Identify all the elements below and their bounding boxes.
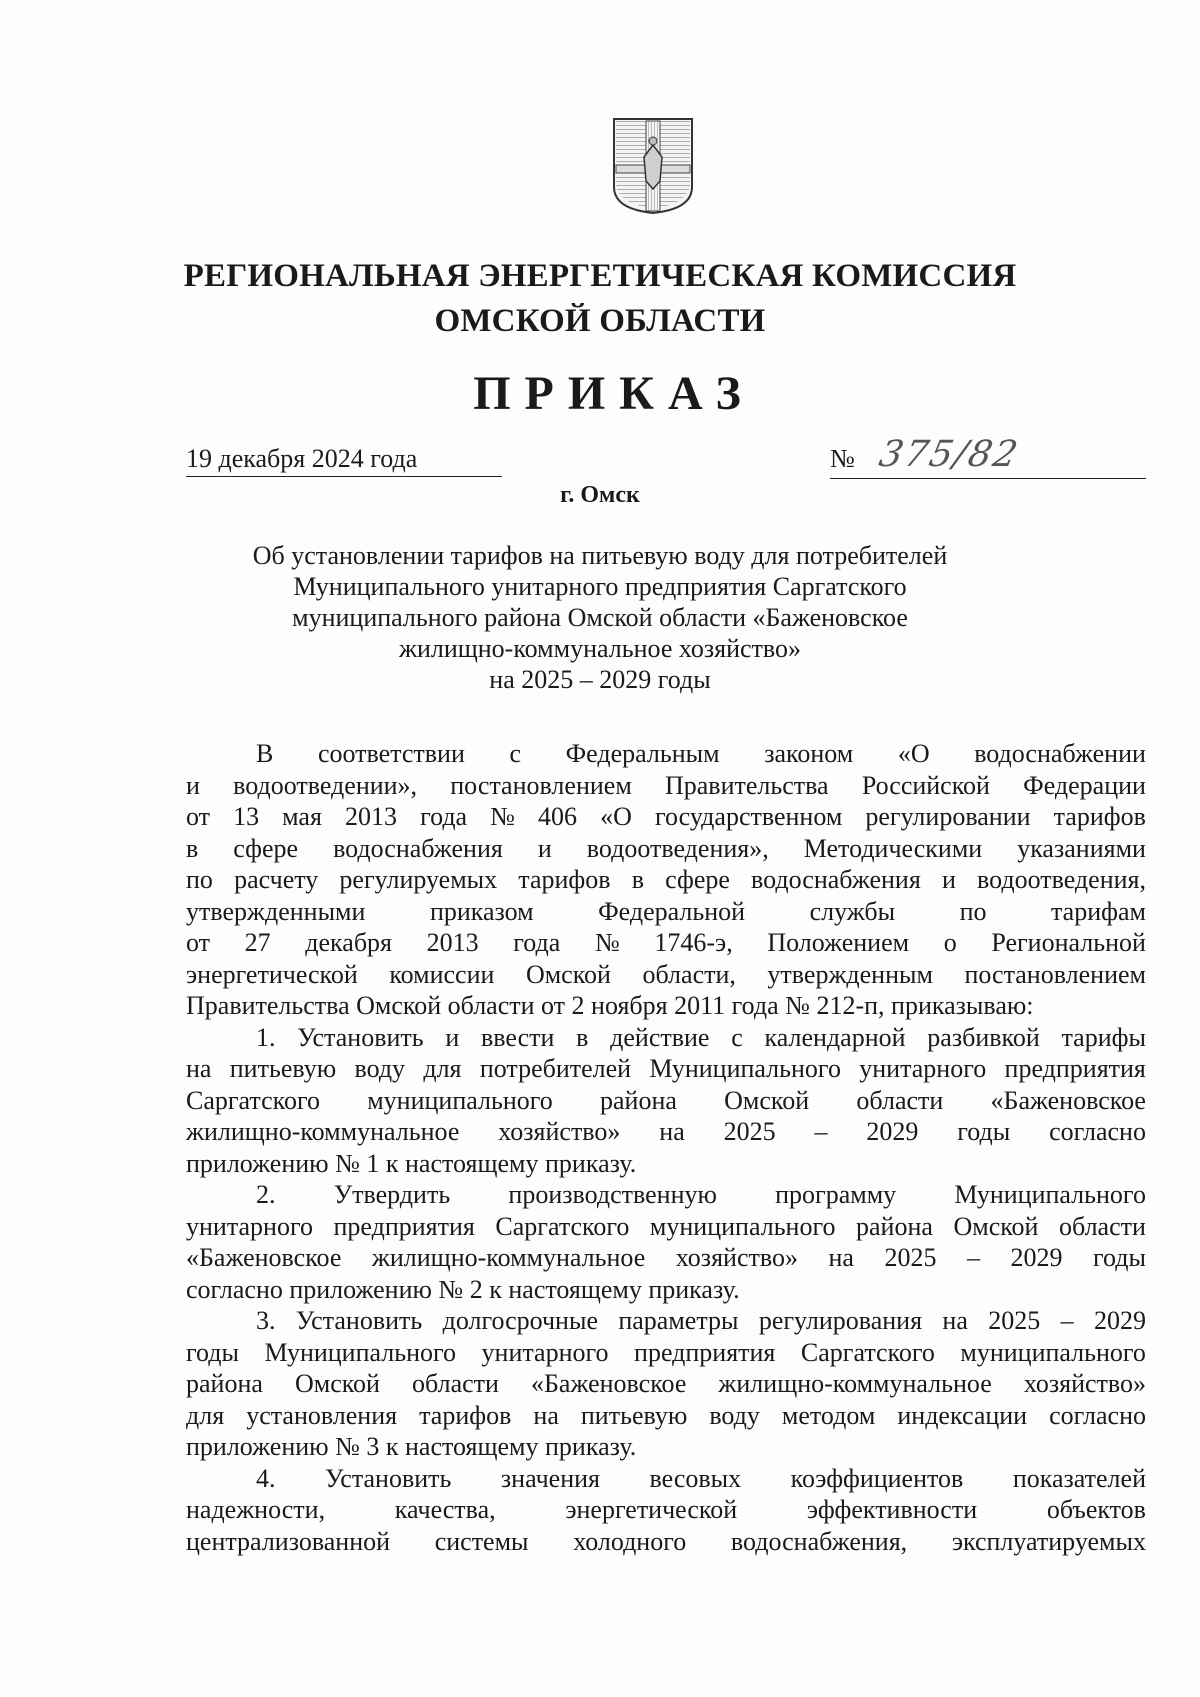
body-word: 27 bbox=[244, 928, 271, 957]
body-word: унитарного bbox=[859, 1054, 987, 1083]
body-word: государственном bbox=[654, 802, 843, 831]
body-line bbox=[186, 1242, 1146, 1274]
body-line bbox=[186, 1494, 1146, 1526]
body-line bbox=[186, 1526, 1146, 1558]
body-word: тарифов bbox=[1053, 802, 1146, 831]
body-word: эффективности bbox=[806, 1495, 978, 1524]
body-line: приложению № 3 к настоящему приказу. bbox=[186, 1432, 637, 1461]
body-line bbox=[186, 1053, 1146, 1085]
body-word: сфере bbox=[665, 865, 730, 894]
body-word: параметры bbox=[618, 1306, 739, 1335]
body-word: сфере bbox=[233, 833, 299, 863]
body-word: в bbox=[186, 833, 199, 863]
body-word: водоотведения, bbox=[977, 865, 1146, 894]
body-word: 13 bbox=[233, 802, 260, 831]
body-word: 2013 bbox=[345, 802, 397, 831]
body-word: утвержденным bbox=[767, 959, 933, 989]
body-line bbox=[186, 833, 1146, 865]
body-word: по bbox=[186, 865, 213, 894]
body-line bbox=[186, 1211, 1146, 1243]
title-line: Муниципального унитарного предприятия Саргатского bbox=[293, 572, 907, 601]
body-word: муниципального bbox=[960, 1337, 1146, 1367]
body-word: производственную bbox=[508, 1180, 717, 1209]
body-word: и bbox=[537, 833, 552, 863]
document-type-heading: ПРИКАЗ bbox=[473, 367, 755, 420]
body-word: области bbox=[412, 1369, 499, 1398]
body-word: энергетической bbox=[565, 1495, 738, 1524]
body-word: Правительства bbox=[664, 770, 829, 800]
body-line bbox=[186, 1368, 1146, 1400]
body-word: «О bbox=[897, 739, 930, 768]
body-line: согласно приложению № 2 к настоящему приказу. bbox=[186, 1274, 740, 1304]
body-word: утвержденными bbox=[186, 896, 366, 926]
body-word: питьевую bbox=[580, 1400, 688, 1430]
body-word: «Баженовское bbox=[186, 1243, 342, 1272]
body-word: службы bbox=[809, 896, 896, 926]
number-sign: № bbox=[830, 444, 855, 473]
body-word: района bbox=[600, 1085, 677, 1115]
body-word: тарифы bbox=[1061, 1022, 1146, 1052]
body-word: «О bbox=[600, 802, 632, 831]
body-word: района bbox=[856, 1211, 933, 1241]
body-word: Федеральной bbox=[598, 896, 746, 926]
body-word: области bbox=[856, 1085, 944, 1115]
title-line: жилищно-коммунальное хозяйство» bbox=[398, 634, 802, 663]
coat-of-arms-emblem bbox=[612, 117, 694, 215]
body-word: с bbox=[509, 739, 522, 768]
body-word: с bbox=[731, 1022, 743, 1052]
body-word: унитарного bbox=[186, 1211, 313, 1241]
body-word: действие bbox=[610, 1022, 710, 1052]
body-word: расчету bbox=[234, 865, 319, 894]
body-word: Утвердить bbox=[333, 1180, 451, 1209]
body-word: 2025 bbox=[884, 1243, 937, 1272]
body-word: Омской bbox=[294, 1369, 380, 1398]
body-word: предприятия bbox=[1004, 1054, 1146, 1083]
body-word: законом bbox=[764, 739, 854, 768]
body-word: жилищно-коммунальное bbox=[371, 1243, 646, 1272]
body-word: тарифов bbox=[518, 865, 611, 894]
body-word: Федерации bbox=[1023, 770, 1146, 800]
body-word: – bbox=[1060, 1306, 1074, 1335]
body-word: «Баженовское bbox=[990, 1085, 1146, 1115]
body-word: постановлением bbox=[450, 770, 632, 800]
body-word: года bbox=[513, 928, 561, 957]
body-word: Российской bbox=[861, 770, 990, 800]
body-word: системы bbox=[434, 1526, 529, 1556]
body-word: на bbox=[533, 1400, 559, 1430]
body-word: хозяйство» bbox=[675, 1243, 798, 1272]
body-line bbox=[186, 801, 1146, 833]
body-word: воду bbox=[354, 1054, 406, 1083]
body-word: ввести bbox=[481, 1022, 555, 1052]
body-word: – bbox=[966, 1243, 980, 1272]
body-word: водоснабжении bbox=[974, 739, 1146, 768]
body-word: индексации bbox=[897, 1400, 1028, 1430]
body-word: значения bbox=[500, 1463, 600, 1493]
title-line: муниципального района Омской области «Баженовское bbox=[292, 603, 908, 632]
body-word: 2029 bbox=[866, 1117, 919, 1146]
body-word: 3. bbox=[256, 1306, 276, 1335]
body-word: потребителей bbox=[479, 1054, 632, 1083]
body-word: для bbox=[186, 1400, 225, 1430]
body-word: согласно bbox=[1049, 1400, 1146, 1430]
body-word: Установить bbox=[295, 1306, 423, 1335]
body-word: района bbox=[186, 1369, 263, 1398]
document-body bbox=[186, 738, 1146, 1557]
body-word: водоснабжения bbox=[333, 833, 503, 863]
body-word: тарифам bbox=[1050, 896, 1146, 926]
organization-name-line2: ОМСКОЙ ОБЛАСТИ bbox=[434, 303, 766, 339]
body-word: годы bbox=[186, 1337, 239, 1367]
body-word: объектов bbox=[1046, 1495, 1146, 1524]
body-word: в bbox=[576, 1022, 589, 1052]
body-word: установления bbox=[246, 1400, 398, 1430]
body-line bbox=[186, 1337, 1146, 1369]
body-word: муниципального bbox=[367, 1085, 553, 1115]
body-word: централизованной bbox=[186, 1526, 391, 1556]
body-word: декабря bbox=[305, 928, 393, 957]
body-word: и bbox=[186, 770, 200, 800]
body-word: мая bbox=[282, 802, 322, 831]
body-line bbox=[186, 1085, 1146, 1117]
body-word: Методическими bbox=[803, 833, 983, 863]
body-word: годы bbox=[957, 1117, 1011, 1146]
body-word: № bbox=[490, 802, 515, 831]
body-word: регулировании bbox=[865, 802, 1031, 831]
body-word: энергетической bbox=[186, 959, 358, 989]
body-word: Муниципального bbox=[264, 1337, 457, 1367]
body-word: Омской bbox=[724, 1085, 810, 1115]
body-word: 1. bbox=[256, 1022, 276, 1052]
body-word: приказом bbox=[429, 896, 534, 926]
body-line: приложению № 1 к настоящему приказу. bbox=[186, 1148, 637, 1178]
body-word: Региональной bbox=[991, 928, 1146, 957]
body-word: Установить bbox=[325, 1463, 452, 1493]
body-word: показателей bbox=[1012, 1463, 1146, 1493]
body-word: питьевую bbox=[229, 1054, 337, 1083]
body-word: в bbox=[631, 865, 644, 894]
body-line bbox=[186, 864, 1146, 896]
body-word: качества, bbox=[394, 1495, 496, 1524]
body-word: Саргатского bbox=[495, 1211, 630, 1241]
body-word: В bbox=[256, 739, 274, 768]
body-word: о bbox=[943, 928, 957, 957]
body-word: унитарного bbox=[481, 1337, 609, 1367]
body-word: хозяйство» bbox=[498, 1117, 621, 1146]
body-word: соответствии bbox=[317, 739, 465, 768]
body-word: – bbox=[814, 1117, 828, 1146]
body-word: предприятия bbox=[634, 1337, 776, 1367]
body-word: Федеральным bbox=[565, 739, 720, 768]
body-word: разбивкой bbox=[927, 1022, 1040, 1052]
body-word: 2025 bbox=[988, 1306, 1041, 1335]
body-word: и bbox=[445, 1022, 460, 1052]
body-word: постановлением bbox=[964, 959, 1146, 989]
body-word: «Баженовское bbox=[530, 1369, 687, 1398]
body-word: водоснабжения bbox=[751, 865, 921, 894]
body-word: области bbox=[1059, 1211, 1146, 1241]
body-word: предприятия bbox=[333, 1211, 475, 1241]
body-line bbox=[186, 959, 1146, 991]
body-word: на bbox=[828, 1243, 854, 1272]
body-word: регулирования bbox=[758, 1306, 923, 1335]
body-word: календарной bbox=[764, 1022, 906, 1052]
body-line bbox=[186, 770, 1146, 802]
body-word: 2013 bbox=[426, 928, 479, 957]
body-word: Муниципального bbox=[649, 1054, 841, 1083]
document-number-field bbox=[830, 434, 1146, 479]
document-date: 19 декабря 2024 года bbox=[186, 444, 502, 477]
body-word: 2025 bbox=[723, 1117, 776, 1146]
organization-name-line1: РЕГИОНАЛЬНАЯ ЭНЕРГЕТИЧЕСКАЯ КОМИССИЯ bbox=[183, 258, 1017, 294]
body-word: Саргатского bbox=[800, 1337, 935, 1367]
body-word: 1746-э, bbox=[654, 928, 733, 957]
body-word: жилищно-коммунальное bbox=[186, 1117, 460, 1146]
title-line: Об установлении тарифов на питьевую воду для потребителей bbox=[252, 541, 948, 570]
body-line bbox=[186, 738, 1146, 770]
body-word: комиссии bbox=[389, 959, 495, 989]
body-word: программу bbox=[775, 1180, 897, 1209]
document-city: г. Омск bbox=[560, 482, 640, 508]
handwritten-document-number: 375/82 bbox=[875, 434, 1024, 475]
body-word: годы bbox=[1093, 1243, 1146, 1272]
body-word: водоснабжения, bbox=[730, 1526, 908, 1556]
body-line bbox=[186, 1116, 1146, 1148]
body-word: на bbox=[186, 1054, 212, 1083]
body-word: Муниципального bbox=[954, 1180, 1146, 1209]
body-word: области, bbox=[642, 959, 736, 989]
body-line bbox=[186, 1179, 1146, 1211]
body-word: согласно bbox=[1049, 1117, 1146, 1146]
body-line bbox=[186, 896, 1146, 928]
body-word: на bbox=[659, 1117, 685, 1146]
body-word: 2029 bbox=[1010, 1243, 1063, 1272]
body-word: на bbox=[942, 1306, 968, 1335]
body-word: и bbox=[941, 865, 956, 894]
body-word: весовых bbox=[649, 1463, 742, 1493]
body-word: водоотведения», bbox=[586, 833, 769, 863]
body-word: 4. bbox=[256, 1463, 276, 1493]
body-word: 406 bbox=[538, 802, 578, 831]
body-word: коэффициентов bbox=[790, 1463, 964, 1493]
body-word: от bbox=[186, 802, 211, 831]
body-word: Омской bbox=[525, 959, 611, 989]
body-word: долгосрочные bbox=[442, 1306, 598, 1335]
body-word: воду bbox=[709, 1400, 760, 1430]
body-word: Положением bbox=[767, 928, 910, 957]
body-word: по bbox=[959, 896, 987, 926]
body-word: регулируемых bbox=[339, 865, 498, 894]
body-word: муниципального bbox=[649, 1211, 836, 1241]
body-word: указаниями bbox=[1017, 833, 1146, 863]
body-word: холодного bbox=[573, 1526, 687, 1556]
body-word: 2029 bbox=[1093, 1306, 1146, 1335]
body-line bbox=[186, 1305, 1146, 1337]
body-line: Правительства Омской области от 2 ноября 2011 года № 212-п, приказываю: bbox=[186, 991, 1034, 1020]
body-word: Установить bbox=[297, 1022, 424, 1052]
body-line bbox=[186, 1400, 1146, 1432]
body-word: водоотведении», bbox=[233, 770, 418, 800]
body-word: Омской bbox=[953, 1211, 1039, 1241]
body-word: года bbox=[420, 802, 468, 831]
body-word: эксплуатируемых bbox=[951, 1526, 1146, 1556]
body-line bbox=[186, 927, 1146, 959]
body-word: 2. bbox=[256, 1180, 276, 1209]
body-line bbox=[186, 1022, 1146, 1054]
title-line: на 2025 – 2029 годы bbox=[489, 665, 711, 694]
body-word: жилищно-коммунальное bbox=[718, 1369, 992, 1398]
body-word: для bbox=[423, 1054, 462, 1083]
body-word: Саргатского bbox=[186, 1085, 320, 1115]
body-line bbox=[186, 1463, 1146, 1495]
document-title bbox=[0, 540, 1200, 695]
body-word: от bbox=[186, 928, 211, 957]
body-word: методом bbox=[781, 1400, 876, 1430]
body-word: тарифов bbox=[419, 1400, 512, 1430]
body-word: надежности, bbox=[186, 1495, 326, 1524]
body-word: № bbox=[594, 928, 620, 957]
body-word: хозяйство» bbox=[1023, 1369, 1146, 1398]
